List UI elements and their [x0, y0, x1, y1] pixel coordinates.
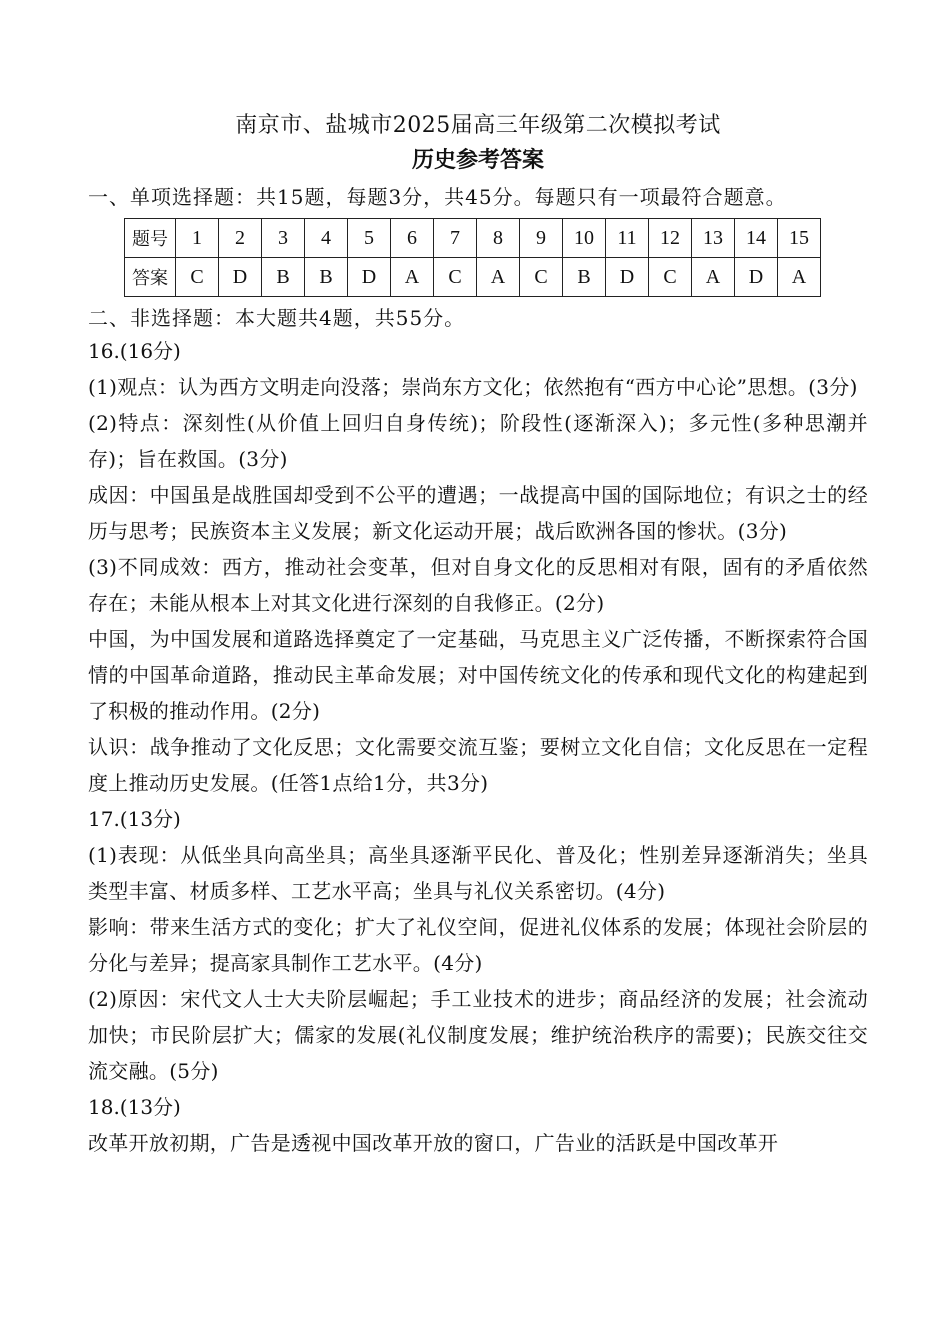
question-number-cell: 11: [606, 219, 649, 258]
question-17: [88, 801, 868, 1089]
question-number-cell: 8: [477, 219, 520, 258]
answer-paragraph: 成因：中国虽是战胜国却受到不公平的遭遇；一战提高中国的国际地位；有识之士的经历与思考；民族资本主义发展；新文化运动开展；战后欧洲各国的惨状。(3分): [88, 483, 868, 543]
question-number-cell: 13: [692, 219, 735, 258]
question-number-cell: 5: [348, 219, 391, 258]
answer-paragraph: 认识：战争推动了文化反思；文化需要交流互鉴；要树立文化自信；文化反思在一定程度上推动历史发展。(任答1点给1分，共3分): [88, 735, 868, 795]
question-number-cell: 6: [391, 219, 434, 258]
answer-paragraph: 影响：带来生活方式的变化；扩大了礼仪空间，促进礼仪体系的发展；体现社会阶层的分化与差异；提高家具制作工艺水平。(4分): [88, 915, 868, 975]
question-number-cell: 14: [735, 219, 778, 258]
answer-cell: A: [692, 258, 735, 297]
question-18: [88, 1089, 868, 1161]
answer-paragraph: (2)原因：宋代文人士大夫阶层崛起；手工业技术的进步；商品经济的发展；社会流动加快；市民阶层扩大；儒家的发展(礼仪制度发展；维护统治秩序的需要)；民族交往交流交融。(5分): [88, 987, 868, 1083]
section-2-heading: 二、非选择题：本大题共4题，共55分。: [88, 306, 466, 330]
question-number-cell: 2: [219, 219, 262, 258]
answer-key-table: [124, 218, 821, 297]
answer-paragraph: 改革开放初期，广告是透视中国改革开放的窗口，广告业的活跃是中国改革开: [88, 1131, 779, 1155]
question-number-cell: 10: [563, 219, 606, 258]
answer-cell: A: [391, 258, 434, 297]
answer-cell: D: [606, 258, 649, 297]
answer-cell: B: [305, 258, 348, 297]
question-number: 17.(13分): [88, 807, 181, 831]
answer-cell: C: [520, 258, 563, 297]
answer-row: [125, 258, 821, 297]
answer-paragraph: (2)特点：深刻性(从价值上回归自身传统)；阶段性(逐渐深入)；多元性(多种思潮并存)；旨在救国。(3分): [88, 411, 868, 471]
answer-cell: C: [176, 258, 219, 297]
answer-cell: C: [649, 258, 692, 297]
question-number-cell: 9: [520, 219, 563, 258]
answer-cell: A: [477, 258, 520, 297]
answer-cell: C: [434, 258, 477, 297]
question-number-cell: 7: [434, 219, 477, 258]
answer-paragraph: (3)不同成效：西方，推动社会变革，但对自身文化的反思相对有限，固有的矛盾依然存在；未能从根本上对其文化进行深刻的自我修正。(2分): [88, 555, 868, 615]
question-number: 18.(13分): [88, 1095, 181, 1119]
section-1-heading: 一、单项选择题：共15题，每题3分，共45分。每题只有一项最符合题意。: [88, 185, 787, 209]
question-number-cell: 15: [778, 219, 821, 258]
document-title: 南京市、盐城市2025届高三年级第二次模拟考试: [235, 113, 721, 138]
answer-cell: B: [262, 258, 305, 297]
answer-cell: B: [563, 258, 606, 297]
question-number-cell: 1: [176, 219, 219, 258]
row-label-numbers: 题号: [125, 219, 176, 258]
question-16: [88, 333, 868, 801]
question-number-cell: 4: [305, 219, 348, 258]
question-number-cell: 3: [262, 219, 305, 258]
question-number-row: [125, 219, 821, 258]
answer-paragraph: (1)表现：从低坐具向高坐具；高坐具逐渐平民化、普及化；性别差异逐渐消失；坐具类型丰富、材质多样、工艺水平高；坐具与礼仪关系密切。(4分): [88, 843, 868, 903]
answer-cell: D: [219, 258, 262, 297]
answer-cell: D: [735, 258, 778, 297]
question-number-cell: 12: [649, 219, 692, 258]
answer-paragraph: (1)观点：认为西方文明走向没落；崇尚东方文化；依然抱有“西方中心论”思想。(3分): [88, 375, 858, 399]
answer-cell: D: [348, 258, 391, 297]
question-number: 16.(16分): [88, 339, 181, 363]
answer-document: [88, 112, 868, 1161]
answer-cell: A: [778, 258, 821, 297]
document-subtitle: 历史参考答案: [411, 147, 544, 173]
answer-paragraph: 中国，为中国发展和道路选择奠定了一定基础，马克思主义广泛传播，不断探索符合国情的中国革命道路，推动民主革命发展；对中国传统文化的传承和现代文化的构建起到了积极的推动作用。(2分): [88, 627, 868, 723]
row-label-answers: 答案: [125, 258, 176, 297]
